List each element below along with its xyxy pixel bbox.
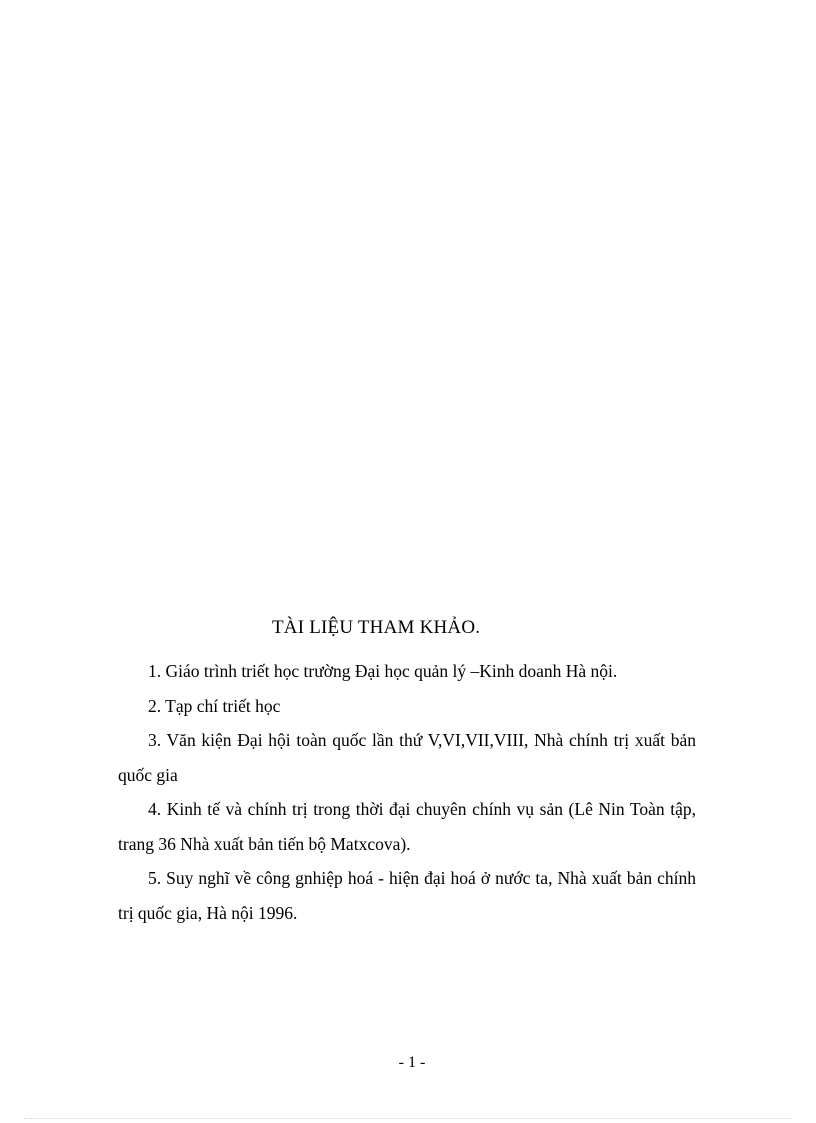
page-number: - 1 - [398,1054,426,1071]
references-heading: TÀI LIỆU THAM KHẢO. [272,617,481,638]
reference-list [118,654,696,930]
reference-item-2: 2. Tạp chí triết học [148,695,281,716]
reference-item-1: 1. Giáo trình triết học trường Đại học quản lý –Kinh doanh Hà nội. [148,661,618,681]
page-bottom-divider [24,1118,792,1119]
reference-item-3: 3. Văn kiện Đại hội toàn quốc lần thứ V,VI,VII,VIII, Nhà chính trị xuất bản quốc gia [118,730,696,785]
reference-item-5: 5. Suy nghĩ về công gnhiệp hoá - hiện đại hoá ở nước ta, Nhà xuất bản chính trị quốc gia, Hà nội 1996. [118,868,696,923]
reference-item-4: 4. Kinh tế và chính trị trong thời đại chuyên chính vụ sản (Lê Nin Toàn tập, trang 36 Nhà xuất bản tiến bộ Matxcova). [118,799,696,854]
